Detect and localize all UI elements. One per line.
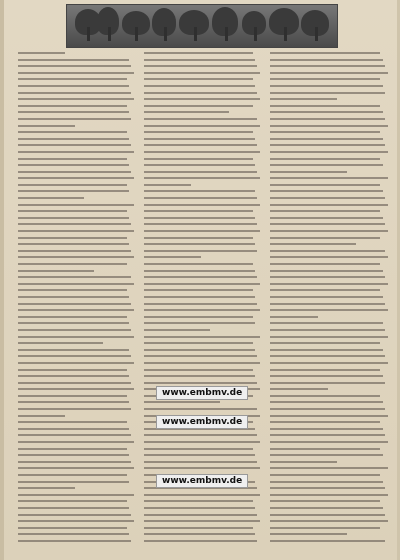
text-line [270,158,380,160]
text-line [18,276,131,278]
text-line [18,395,127,397]
text-line [18,204,134,206]
text-line [270,65,385,67]
text-line [18,507,129,509]
text-line [18,65,131,67]
text-line [18,322,129,324]
text-line [18,375,129,377]
text-line [18,481,129,483]
text-line [270,507,383,509]
text-line [18,461,131,463]
text-line [144,118,257,120]
text-line [18,382,131,384]
text-line [270,434,385,436]
text-line [144,197,257,199]
text-line [18,355,131,357]
text-line [18,59,129,61]
text-line [18,362,134,364]
text-line [144,316,253,318]
text-line [270,533,347,535]
text-column-right [270,52,390,548]
text-line [270,256,388,258]
text-line [18,342,103,344]
text-line [144,342,253,344]
text-line [270,461,337,463]
text-line [270,487,385,489]
text-line [18,111,129,113]
text-line [270,197,385,199]
text-line [144,336,260,338]
text-line [270,243,356,245]
text-line [270,421,380,423]
text-line [270,111,383,113]
text-line [18,125,75,127]
text-line [18,316,127,318]
text-line [144,164,255,166]
text-line [270,336,388,338]
text-line [18,434,131,436]
text-line [18,467,134,469]
text-line [18,263,127,265]
text-line [18,190,129,192]
text-line [18,309,134,311]
text-line [144,283,260,285]
text-line [18,527,127,529]
text-line [270,289,380,291]
text-line [18,256,134,258]
text-line [144,256,201,258]
text-line [270,388,328,390]
text-line [270,309,388,311]
text-line [18,270,94,272]
text-line [270,355,385,357]
text-line [144,223,257,225]
text-line [270,276,385,278]
text-line [18,474,127,476]
text-line [18,329,131,331]
text-line [18,230,134,232]
text-line [144,349,255,351]
text-line [144,250,257,252]
text-line [270,500,380,502]
text-line [18,151,134,153]
text-line [144,243,255,245]
text-line [270,494,388,496]
text-line [18,487,75,489]
text-line [144,177,260,179]
text-line [18,158,127,160]
text-line [144,461,257,463]
text-line [18,52,65,54]
text-line [18,197,84,199]
text-line [270,401,383,403]
text-line [18,289,127,291]
text-line [18,184,127,186]
text-line [270,448,380,450]
text-line [144,204,260,206]
text-line [18,217,129,219]
text-line [144,355,257,357]
text-line [270,210,380,212]
text-line [144,270,255,272]
text-line [18,500,127,502]
text-line [270,395,380,397]
text-line [144,65,257,67]
text-line [270,105,380,107]
text-line [18,72,134,74]
text-line [270,177,388,179]
text-line [144,296,255,298]
text-line [270,217,383,219]
text-line [144,230,260,232]
text-line [18,494,134,496]
text-line [270,164,383,166]
text-line [270,441,388,443]
text-line [18,303,131,305]
text-line [144,111,229,113]
text-line [144,237,253,239]
watermark: www.embmv.de [156,386,248,400]
text-line [144,158,253,160]
text-line [144,329,210,331]
text-line [270,190,383,192]
text-line [18,454,129,456]
text-line [270,329,385,331]
text-column-left [18,52,136,548]
text-line [270,382,385,384]
text-line [144,448,253,450]
text-line [270,520,388,522]
text-line [144,85,255,87]
text-line [270,303,385,305]
text-line [18,92,131,94]
text-line [270,59,383,61]
text-line [144,375,255,377]
text-line [144,382,257,384]
text-line [144,144,257,146]
text-line [18,428,129,430]
text-line [18,118,131,120]
text-line [270,98,337,100]
text-line [144,369,253,371]
text-line [144,540,257,542]
text-line [270,316,318,318]
text-line [270,131,380,133]
text-line [270,237,380,239]
text-line [270,78,380,80]
text-line [270,223,385,225]
text-line [270,263,380,265]
text-line [144,138,255,140]
text-line [18,223,131,225]
text-line [144,171,257,173]
text-line [270,144,385,146]
text-line [18,171,131,173]
text-line [18,78,127,80]
text-line [270,342,380,344]
text-line [18,210,127,212]
text-line [270,527,380,529]
watermark: www.embmv.de [156,415,248,429]
text-line [144,309,260,311]
text-line [270,349,383,351]
text-line [144,98,260,100]
text-line [18,98,134,100]
text-line [270,204,388,206]
text-line [18,164,129,166]
text-line [144,72,260,74]
text-line [270,467,388,469]
text-line [270,250,385,252]
text-line [18,349,129,351]
text-line [270,481,383,483]
text-line [144,190,255,192]
text-line [144,507,255,509]
text-line [270,85,383,87]
text-line [144,59,255,61]
text-line [144,494,260,496]
text-line [270,138,383,140]
text-line [270,408,385,410]
text-line [18,520,134,522]
text-line [144,362,260,364]
text-line [144,441,260,443]
text-line [144,500,253,502]
text-line [144,131,253,133]
text-line [270,375,383,377]
text-line [18,131,127,133]
text-line [144,303,257,305]
text-line [144,322,255,324]
text-line [18,448,127,450]
text-line [144,105,253,107]
text-line [270,184,380,186]
text-line [144,125,260,127]
text-line [270,428,383,430]
text-line [270,151,388,153]
text-line [144,78,253,80]
text-line [144,408,257,410]
text-line [18,336,134,338]
text-line [270,125,388,127]
text-line [18,243,129,245]
text-line [270,454,383,456]
text-line [18,296,129,298]
text-line [18,144,131,146]
text-line [18,283,134,285]
text-line [144,52,253,54]
text-line [144,276,257,278]
text-line [144,520,260,522]
text-line [144,434,257,436]
text-line [144,454,255,456]
text-line [270,296,383,298]
text-line [18,177,134,179]
text-line [18,408,131,410]
watermark: www.embmv.de [156,474,248,488]
text-line [270,474,380,476]
text-line [270,52,380,54]
text-line [18,138,129,140]
text-line [270,171,347,173]
text-line [144,289,253,291]
text-line [144,533,255,535]
text-line [18,421,127,423]
text-line [270,415,388,417]
text-line [144,217,255,219]
text-line [270,118,385,120]
text-line [144,210,253,212]
text-line [270,540,385,542]
text-line [18,415,65,417]
text-line [18,533,129,535]
text-line [18,441,134,443]
text-line [144,467,260,469]
text-line [18,237,127,239]
text-line [144,184,191,186]
text-line [270,369,380,371]
text-line [144,514,257,516]
text-line [270,270,383,272]
text-line [270,362,388,364]
text-line [18,105,127,107]
text-line [18,369,127,371]
text-line [144,92,257,94]
text-line [18,401,129,403]
text-line [18,514,131,516]
text-line [18,388,134,390]
text-line [144,151,260,153]
text-line [144,263,253,265]
text-line [18,250,131,252]
text-line [270,322,383,324]
text-line [18,85,129,87]
text-line [270,72,388,74]
text-line [270,92,385,94]
text-line [270,514,385,516]
text-line [18,540,131,542]
text-line [144,401,220,403]
text-line [144,527,253,529]
header-photo [66,4,338,48]
text-line [270,283,388,285]
text-line [270,230,388,232]
